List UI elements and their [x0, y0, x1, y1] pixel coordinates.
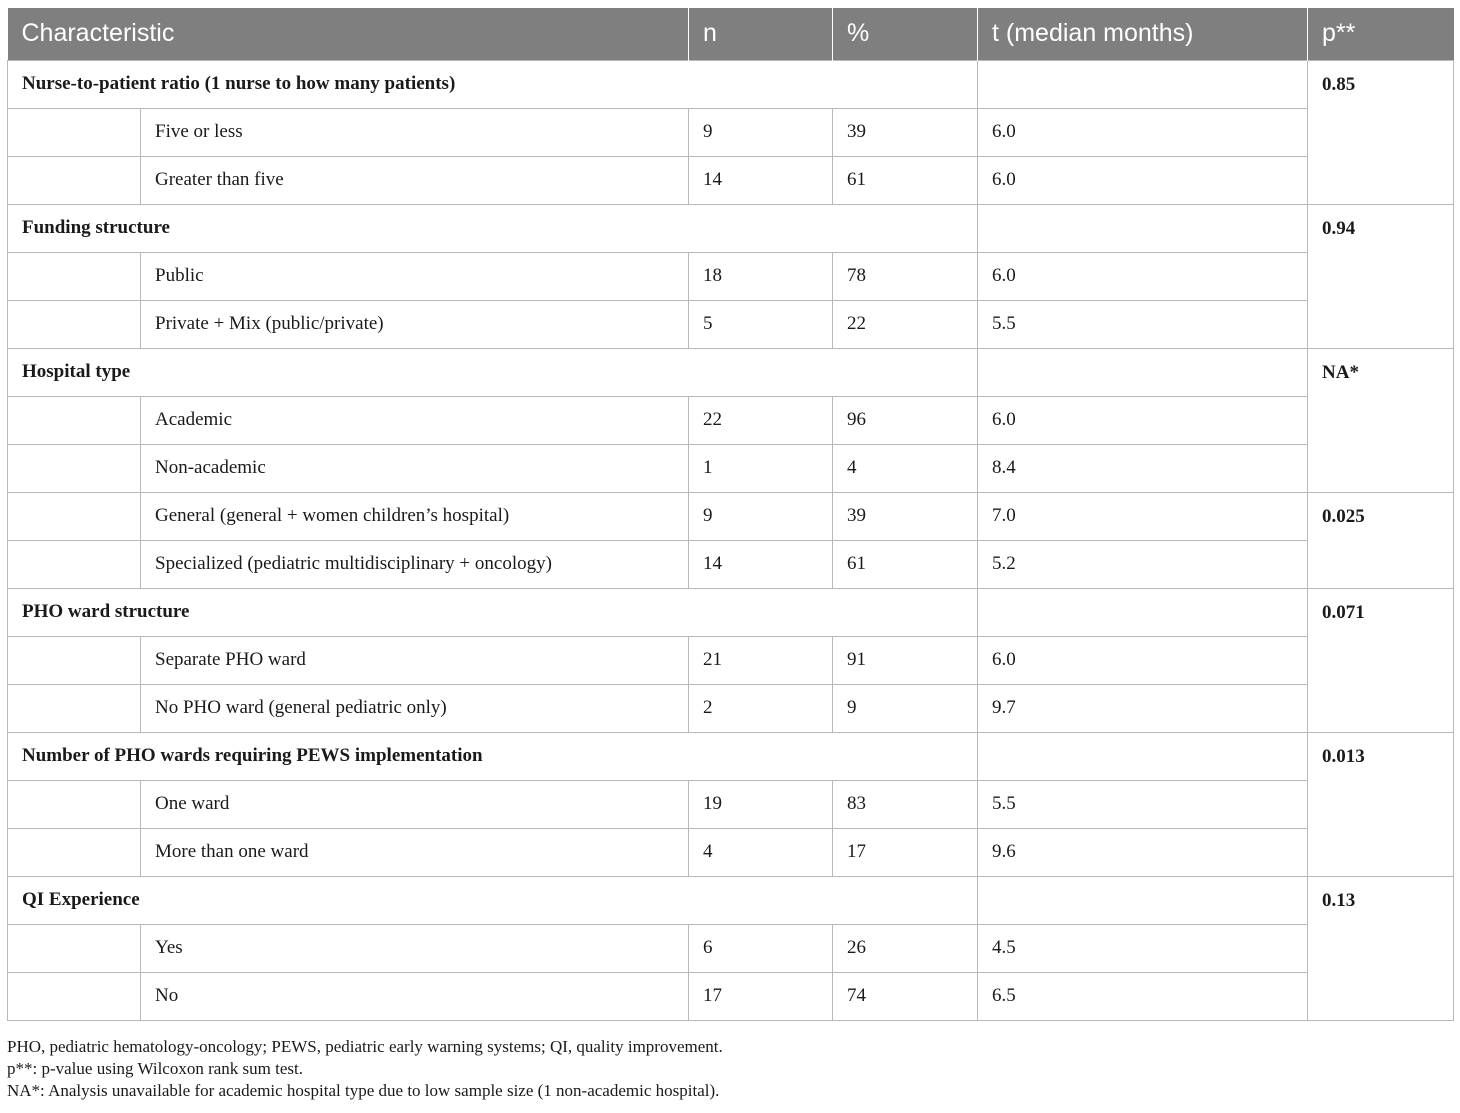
p-value: 0.025 — [1308, 492, 1454, 588]
empty-cell — [978, 348, 1308, 396]
percent-cell: 61 — [833, 540, 978, 588]
indent-cell — [8, 972, 141, 1020]
row-label: No PHO ward (general pediatric only) — [141, 684, 689, 732]
table-container — [7, 8, 1453, 1021]
group-label: Nurse-to-patient ratio (1 nurse to how many patients) — [8, 60, 978, 108]
table-row — [8, 828, 1454, 876]
n-cell: 21 — [689, 636, 833, 684]
empty-cell — [978, 732, 1308, 780]
indent-cell — [8, 924, 141, 972]
row-label: Private + Mix (public/private) — [141, 300, 689, 348]
p-value: 0.071 — [1308, 588, 1454, 732]
empty-cell — [978, 60, 1308, 108]
footnote-abbreviations: PHO, pediatric hematology-oncology; PEWS, pediatric early warning systems; QI, quality improvement. — [7, 1037, 723, 1056]
group-label: Number of PHO wards requiring PEWS implementation — [8, 732, 978, 780]
group-label: PHO ward structure — [8, 588, 978, 636]
indent-cell — [8, 636, 141, 684]
table-row — [8, 780, 1454, 828]
header-median-months: t (median months) — [978, 8, 1308, 60]
group-row-number — [8, 732, 1454, 780]
header-row — [8, 8, 1454, 60]
percent-cell: 26 — [833, 924, 978, 972]
indent-cell — [8, 300, 141, 348]
n-cell: 9 — [689, 492, 833, 540]
n-cell: 17 — [689, 972, 833, 1020]
median-cell: 8.4 — [978, 444, 1308, 492]
n-cell: 22 — [689, 396, 833, 444]
table-row — [8, 300, 1454, 348]
table-row — [8, 540, 1454, 588]
n-cell: 5 — [689, 300, 833, 348]
empty-cell — [978, 204, 1308, 252]
p-value: 0.94 — [1308, 204, 1454, 348]
percent-cell: 74 — [833, 972, 978, 1020]
row-label: General (general + women children’s hospital) — [141, 492, 689, 540]
indent-cell — [8, 444, 141, 492]
n-cell: 18 — [689, 252, 833, 300]
n-cell: 6 — [689, 924, 833, 972]
group-label: QI Experience — [8, 876, 978, 924]
median-cell: 6.0 — [978, 636, 1308, 684]
indent-cell — [8, 828, 141, 876]
p-value: 0.13 — [1308, 876, 1454, 1020]
percent-cell: 22 — [833, 300, 978, 348]
table-row — [8, 492, 1454, 540]
table-row — [8, 684, 1454, 732]
indent-cell — [8, 156, 141, 204]
row-label: Academic — [141, 396, 689, 444]
table-row — [8, 156, 1454, 204]
row-label: Yes — [141, 924, 689, 972]
table-row — [8, 252, 1454, 300]
n-cell: 14 — [689, 156, 833, 204]
row-label: Separate PHO ward — [141, 636, 689, 684]
empty-cell — [978, 876, 1308, 924]
group-label: Funding structure — [8, 204, 978, 252]
header-characteristic: Characteristic — [8, 8, 689, 60]
group-row-qi — [8, 876, 1454, 924]
n-cell: 19 — [689, 780, 833, 828]
row-label: One ward — [141, 780, 689, 828]
p-value: 0.013 — [1308, 732, 1454, 876]
median-cell: 6.0 — [978, 252, 1308, 300]
table-row — [8, 924, 1454, 972]
row-label: Specialized (pediatric multidisciplinary + oncology) — [141, 540, 689, 588]
empty-cell — [978, 588, 1308, 636]
table-row — [8, 396, 1454, 444]
table-row — [8, 108, 1454, 156]
median-cell: 4.5 — [978, 924, 1308, 972]
table-row — [8, 972, 1454, 1020]
median-cell: 5.5 — [978, 300, 1308, 348]
percent-cell: 9 — [833, 684, 978, 732]
row-label: Greater than five — [141, 156, 689, 204]
n-cell: 9 — [689, 108, 833, 156]
footnote-na: NA*: Analysis unavailable for academic hospital type due to low sample size (1 non-academic hospital). — [7, 1081, 720, 1100]
p-value: 0.85 — [1308, 60, 1454, 204]
indent-cell — [8, 396, 141, 444]
percent-cell: 96 — [833, 396, 978, 444]
percent-cell: 91 — [833, 636, 978, 684]
p-value: NA* — [1308, 348, 1454, 492]
n-cell: 1 — [689, 444, 833, 492]
percent-cell: 61 — [833, 156, 978, 204]
group-row-funding — [8, 204, 1454, 252]
indent-cell — [8, 684, 141, 732]
table-row — [8, 636, 1454, 684]
row-label: More than one ward — [141, 828, 689, 876]
n-cell: 4 — [689, 828, 833, 876]
header-percent: % — [833, 8, 978, 60]
percent-cell: 39 — [833, 492, 978, 540]
footnote-p-value: p**: p-value using Wilcoxon rank sum test. — [7, 1059, 303, 1078]
median-cell: 6.5 — [978, 972, 1308, 1020]
percent-cell: 78 — [833, 252, 978, 300]
group-row-hospital — [8, 348, 1454, 396]
median-cell: 6.0 — [978, 108, 1308, 156]
row-label: Non-academic — [141, 444, 689, 492]
median-cell: 6.0 — [978, 396, 1308, 444]
table-footnotes — [7, 1036, 723, 1102]
header-n: n — [689, 8, 833, 60]
median-cell: 9.6 — [978, 828, 1308, 876]
indent-cell — [8, 492, 141, 540]
indent-cell — [8, 252, 141, 300]
median-cell: 5.2 — [978, 540, 1308, 588]
n-cell: 2 — [689, 684, 833, 732]
median-cell: 9.7 — [978, 684, 1308, 732]
characteristics-table — [7, 8, 1454, 1021]
indent-cell — [8, 540, 141, 588]
percent-cell: 4 — [833, 444, 978, 492]
group-row-ward — [8, 588, 1454, 636]
group-row-nurse — [8, 60, 1454, 108]
row-label: Five or less — [141, 108, 689, 156]
row-label: Public — [141, 252, 689, 300]
group-label: Hospital type — [8, 348, 978, 396]
n-cell: 14 — [689, 540, 833, 588]
median-cell: 6.0 — [978, 156, 1308, 204]
row-label: No — [141, 972, 689, 1020]
percent-cell: 39 — [833, 108, 978, 156]
table-row — [8, 444, 1454, 492]
percent-cell: 83 — [833, 780, 978, 828]
percent-cell: 17 — [833, 828, 978, 876]
median-cell: 7.0 — [978, 492, 1308, 540]
indent-cell — [8, 108, 141, 156]
header-p-value: p** — [1308, 8, 1454, 60]
median-cell: 5.5 — [978, 780, 1308, 828]
indent-cell — [8, 780, 141, 828]
